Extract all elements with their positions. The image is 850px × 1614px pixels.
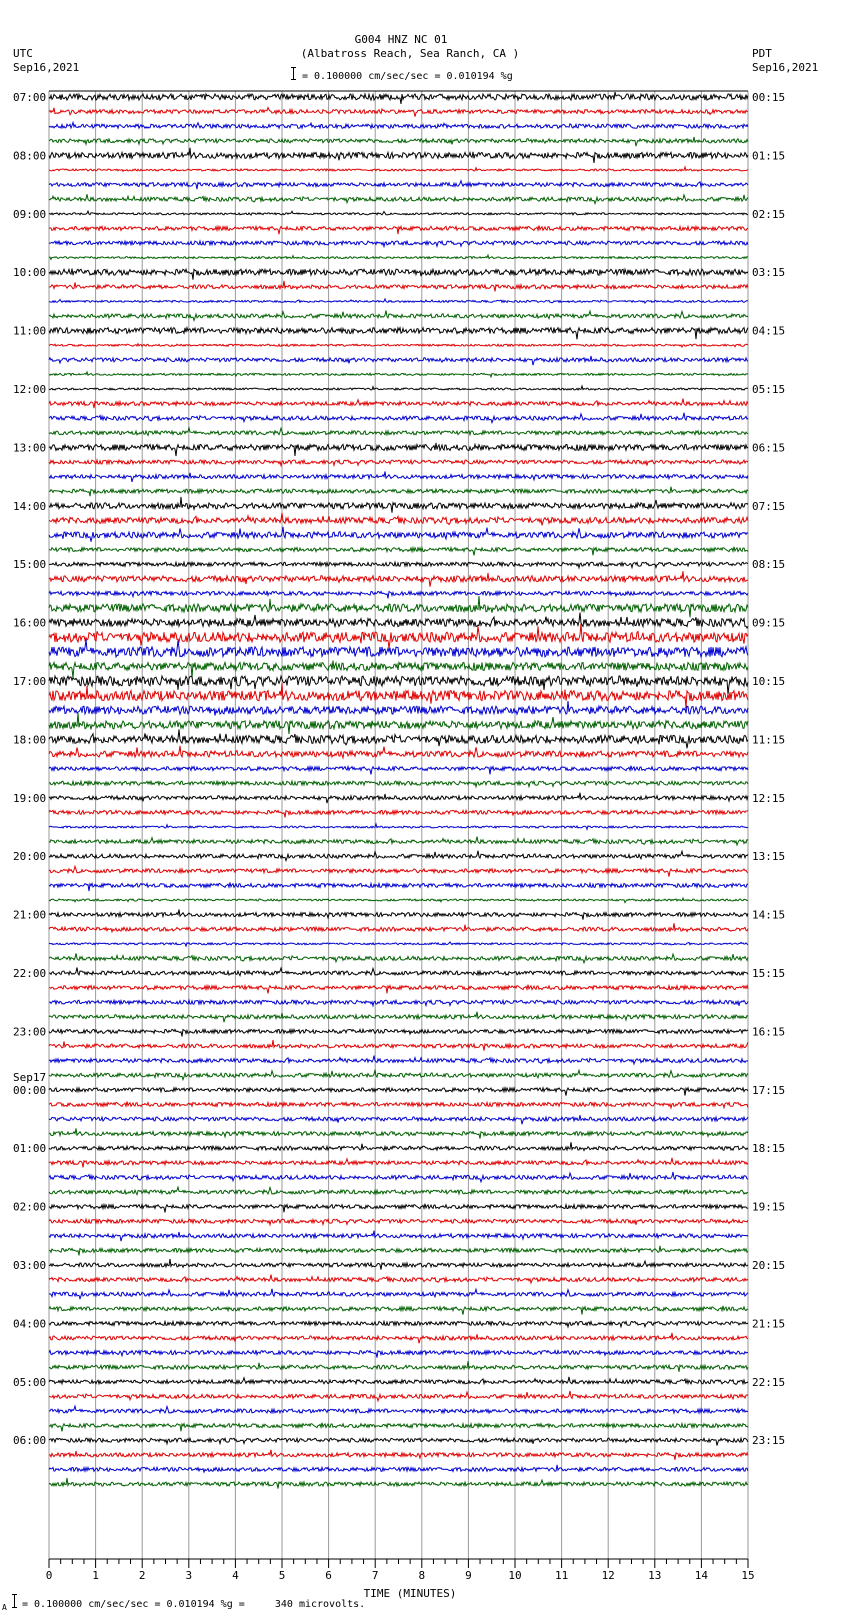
trace-36 [49, 613, 748, 628]
trace-0 [49, 92, 748, 104]
trace-26 [49, 472, 748, 482]
trace-67 [49, 1070, 748, 1080]
right-hour-label: 03:15 [752, 266, 786, 280]
trace-79 [49, 1246, 748, 1256]
trace-15 [49, 311, 748, 321]
trace-44 [49, 729, 748, 748]
trace-28 [49, 497, 748, 513]
left-hour-label: 23:00 [13, 1025, 47, 1039]
trace-49 [49, 810, 748, 817]
trace-29 [49, 513, 748, 526]
left-hour-label: 03:00 [13, 1259, 47, 1272]
trace-47 [49, 781, 748, 787]
trace-31 [49, 547, 748, 556]
trace-70 [49, 1115, 748, 1124]
trace-24 [49, 443, 748, 456]
trace-4 [49, 148, 748, 163]
station-title: G004 HNZ NC 01 [354, 33, 448, 46]
left-hour-label: 11:00 [13, 324, 47, 338]
trace-66 [49, 1056, 748, 1064]
left-hour-label: 08:00 [13, 149, 47, 163]
right-hour-label: 13:15 [752, 850, 786, 864]
trace-23 [49, 428, 748, 436]
trace-25 [49, 460, 748, 466]
left-hour-label: 15:00 [13, 558, 47, 572]
scale-text: = 0.100000 cm/sec/sec = 0.010194 %g [302, 71, 513, 82]
trace-84 [49, 1321, 748, 1327]
trace-72 [49, 1142, 748, 1150]
trace-9 [49, 226, 748, 235]
trace-89 [49, 1391, 748, 1401]
right-date: Sep16,2021 [752, 61, 819, 74]
right-hour-label: 14:15 [752, 908, 786, 922]
right-hour-label: 18:15 [752, 1142, 786, 1156]
trace-41 [49, 683, 748, 708]
trace-93 [49, 1450, 748, 1460]
trace-40 [49, 676, 748, 694]
right-hour-label: 23:15 [752, 1434, 786, 1448]
trace-6 [49, 181, 748, 190]
trace-12 [49, 269, 748, 280]
trace-64 [49, 1029, 748, 1036]
trace-33 [49, 571, 748, 587]
x-tick-label-4: 4 [232, 1569, 239, 1582]
footer-prefix: A [2, 1603, 7, 1612]
trace-62 [49, 1000, 748, 1006]
x-axis-label: TIME (MINUTES) [363, 1587, 457, 1600]
trace-63 [49, 1012, 748, 1022]
x-tick-label-8: 8 [418, 1569, 426, 1582]
right-hour-label: 21:15 [752, 1317, 786, 1331]
left-date: Sep16,2021 [13, 61, 80, 74]
x-tick-label-1: 1 [92, 1569, 99, 1582]
trace-27 [49, 487, 748, 497]
right-hour-label: 19:15 [752, 1200, 786, 1214]
right-hour-label: 22:15 [752, 1375, 786, 1389]
trace-59 [49, 953, 748, 962]
x-tick-label-0: 0 [45, 1569, 53, 1582]
trace-21 [49, 399, 748, 409]
right-hour-label: 00:15 [752, 91, 786, 104]
right-hour-label: 09:15 [752, 616, 786, 630]
trace-1 [49, 108, 748, 117]
left-hour-label: 13:00 [13, 441, 47, 455]
right-hour-label: 20:15 [752, 1259, 786, 1272]
x-tick-label-7: 7 [371, 1569, 379, 1582]
trace-34 [49, 591, 748, 598]
trace-94 [49, 1465, 748, 1472]
left-hour-label: 07:00 [13, 91, 47, 104]
trace-92 [49, 1438, 748, 1445]
trace-11 [49, 255, 748, 260]
trace-95 [49, 1478, 748, 1489]
trace-82 [49, 1289, 748, 1299]
trace-13 [49, 281, 748, 292]
trace-68 [49, 1088, 748, 1096]
trace-80 [49, 1259, 748, 1270]
trace-22 [49, 413, 748, 423]
left-hour-label: 10:00 [13, 266, 47, 280]
left-timezone: UTC [13, 47, 33, 60]
right-hour-label: 01:15 [752, 149, 786, 163]
left-hour-label: 22:00 [13, 967, 47, 980]
footer-scale-bar-icon [14, 1594, 15, 1608]
trace-78 [49, 1231, 748, 1241]
trace-83 [49, 1306, 748, 1315]
trace-42 [49, 701, 748, 715]
trace-76 [49, 1204, 748, 1213]
trace-8 [49, 211, 748, 215]
trace-73 [49, 1158, 748, 1168]
right-hour-label: 08:15 [752, 558, 786, 572]
trace-77 [49, 1219, 748, 1225]
trace-3 [49, 137, 748, 146]
trace-88 [49, 1377, 748, 1385]
left-hour-label: 02:00 [13, 1200, 47, 1214]
left-hour-label: 05:00 [13, 1375, 47, 1389]
trace-39 [49, 661, 748, 678]
trace-5 [49, 167, 748, 171]
left-hour-label: 00:00 [13, 1083, 47, 1097]
trace-20 [49, 386, 748, 390]
trace-35 [49, 596, 748, 617]
trace-30 [49, 527, 748, 542]
trace-52 [49, 851, 748, 861]
x-tick-label-13: 13 [648, 1569, 662, 1582]
left-hour-label: 16:00 [13, 616, 47, 630]
trace-50 [49, 824, 748, 829]
x-tick-label-6: 6 [325, 1569, 332, 1582]
trace-69 [49, 1102, 748, 1108]
trace-61 [49, 985, 748, 994]
footer-scale-text: = 0.100000 cm/sec/sec = 0.010194 %g = 340 microvolts. [22, 1599, 366, 1610]
x-tick-label-14: 14 [694, 1569, 709, 1582]
right-hour-label: 12:15 [752, 791, 786, 805]
left-hour-label: 19:00 [13, 791, 47, 805]
right-hour-label: 06:15 [752, 441, 786, 455]
right-hour-label: 04:15 [752, 324, 786, 338]
right-hour-label: 07:15 [752, 499, 786, 513]
left-hour-label: 04:00 [13, 1317, 47, 1331]
date-change-label: Sep17 [13, 1070, 47, 1084]
trace-85 [49, 1333, 748, 1343]
trace-56 [49, 910, 748, 920]
left-hour-label: 20:00 [13, 850, 47, 864]
trace-58 [49, 942, 748, 946]
trace-81 [49, 1275, 748, 1283]
trace-16 [49, 328, 748, 340]
trace-7 [49, 194, 748, 203]
trace-19 [49, 372, 748, 377]
station-location: (Albatross Reach, Sea Ranch, CA ) [300, 47, 520, 60]
trace-32 [49, 562, 748, 568]
right-timezone: PDT [752, 47, 772, 60]
x-tick-label-12: 12 [601, 1569, 615, 1582]
left-hour-label: 06:00 [13, 1434, 47, 1448]
trace-91 [49, 1423, 748, 1432]
right-hour-label: 11:15 [752, 733, 786, 747]
left-hour-label: 01:00 [13, 1142, 47, 1156]
trace-51 [49, 837, 748, 845]
trace-75 [49, 1187, 748, 1195]
trace-2 [49, 123, 748, 129]
trace-60 [49, 968, 748, 976]
left-hour-label: 09:00 [13, 207, 47, 221]
trace-46 [49, 766, 748, 775]
trace-group [49, 92, 748, 1489]
x-tick-label-3: 3 [185, 1569, 193, 1582]
trace-74 [49, 1172, 748, 1182]
trace-10 [49, 241, 748, 247]
x-tick-label-5: 5 [278, 1569, 286, 1582]
left-hour-label: 21:00 [13, 908, 47, 922]
trace-18 [49, 356, 748, 365]
right-hour-label: 15:15 [752, 967, 786, 980]
trace-90 [49, 1406, 748, 1413]
trace-57 [49, 923, 748, 932]
trace-38 [49, 640, 748, 657]
x-tick-label-10: 10 [508, 1569, 522, 1582]
x-tick-label-2: 2 [138, 1569, 146, 1582]
trace-54 [49, 883, 748, 892]
right-hour-label: 17:15 [752, 1083, 786, 1097]
trace-45 [49, 746, 748, 758]
trace-65 [49, 1040, 748, 1051]
left-hour-label: 17:00 [13, 675, 47, 688]
trace-71 [49, 1129, 748, 1139]
trace-87 [49, 1361, 748, 1372]
trace-14 [49, 299, 748, 303]
trace-43 [49, 713, 748, 734]
trace-17 [49, 344, 748, 347]
left-hour-label: 14:00 [13, 499, 47, 513]
right-hour-label: 10:15 [752, 675, 786, 688]
trace-48 [49, 793, 748, 803]
left-hour-label: 12:00 [13, 383, 47, 396]
trace-53 [49, 866, 748, 876]
trace-55 [49, 898, 748, 903]
x-axis [46, 1559, 755, 1582]
x-tick-label-9: 9 [465, 1569, 472, 1582]
trace-86 [49, 1350, 748, 1357]
x-tick-label-15: 15 [741, 1569, 755, 1582]
x-tick-label-11: 11 [554, 1569, 569, 1582]
left-hour-label: 18:00 [13, 733, 47, 747]
right-hour-label: 16:15 [752, 1025, 786, 1039]
right-hour-label: 05:15 [752, 383, 786, 396]
right-hour-label: 02:15 [752, 207, 786, 221]
